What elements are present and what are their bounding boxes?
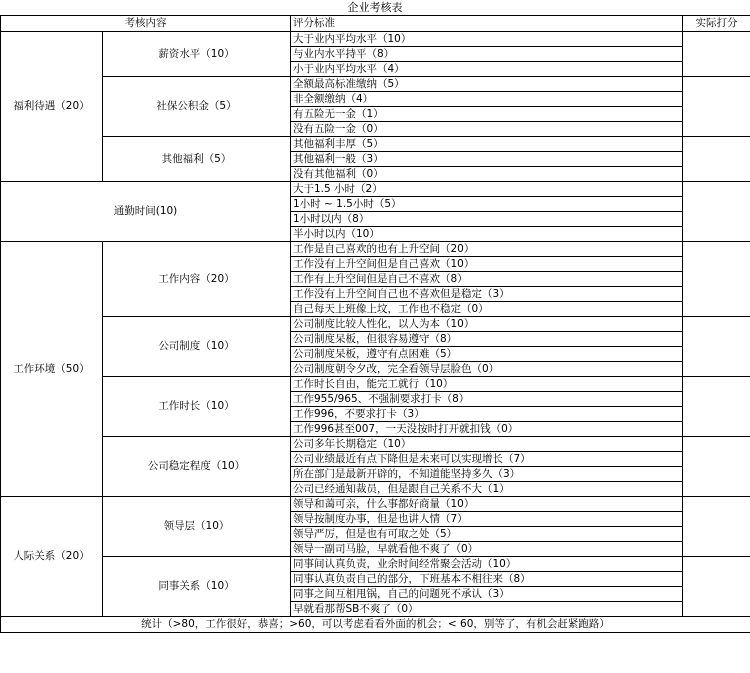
criterion: 同事间认真负责，业余时间经常聚会活动（10） [291, 557, 683, 572]
criterion: 其他福利一般（3） [291, 152, 683, 167]
header-criteria: 评分标准 [291, 16, 683, 32]
criterion: 大于业内平均水平（10） [291, 32, 683, 47]
criterion: 没有五险一金（0） [291, 122, 683, 137]
criterion: 公司制度呆板，遵守有点困难（5） [291, 347, 683, 362]
criterion: 自己每天上班像上坟，工作也不稳定（0） [291, 302, 683, 317]
criterion: 工作是自己喜欢的也有上升空间（20） [291, 242, 683, 257]
category-welfare: 福利待遇（20） [1, 32, 103, 182]
criterion: 领导和蔼可亲，什么事都好商量（10） [291, 497, 683, 512]
score-cell[interactable] [683, 182, 750, 242]
criterion: 公司已经通知裁员，但是跟自己关系不大（1） [291, 482, 683, 497]
criterion: 工作时长自由，能完工就行（10） [291, 377, 683, 392]
subcategory-system: 公司制度（10） [103, 317, 291, 377]
criterion: 公司制度比较人性化，以人为本（10） [291, 317, 683, 332]
criterion: 1小时 ~ 1.5小时（5） [291, 197, 683, 212]
score-cell[interactable] [683, 497, 750, 557]
assessment-table [0, 15, 750, 633]
criterion: 同事认真负责自己的部分，下班基本不相往来（8） [291, 572, 683, 587]
criterion: 领导按制度办事，但是也讲人情（7） [291, 512, 683, 527]
score-cell[interactable] [683, 242, 750, 317]
subcategory-leaders: 领导层（10） [103, 497, 291, 557]
score-cell[interactable] [683, 557, 750, 617]
header-item: 考核内容 [1, 16, 291, 32]
category-workenv: 工作环境（50） [1, 242, 103, 497]
subcategory-content: 工作内容（20） [103, 242, 291, 317]
criterion: 公司制度呆板，但很容易遵守（8） [291, 332, 683, 347]
criterion: 公司制度朝令夕改，完全看领导层脸色（0） [291, 362, 683, 377]
criterion: 工作996甚至007，一天没按时打开就扣钱（0） [291, 422, 683, 437]
subcategory-salary: 薪资水平（10） [103, 32, 291, 77]
criterion: 小于业内平均水平（4） [291, 62, 683, 77]
category-commute: 通勤时间(10) [1, 182, 291, 242]
criterion: 其他福利丰厚（5） [291, 137, 683, 152]
score-cell[interactable] [683, 437, 750, 497]
summary-footer: 统计（>80，工作很好，恭喜；>60，可以考虑看看外面的机会；< 60，别等了，有机会赶紧跑路） [1, 617, 750, 633]
subcategory-stability: 公司稳定程度（10） [103, 437, 291, 497]
subcategory-hours: 工作时长（10） [103, 377, 291, 437]
criterion: 工作有上升空间但是自己不喜欢（8） [291, 272, 683, 287]
subcategory-social: 社保公积金（5） [103, 77, 291, 137]
subcategory-colleagues: 同事关系（10） [103, 557, 291, 617]
criterion: 领导一副司马脸，早就看他不爽了（0） [291, 542, 683, 557]
criterion: 全额最高标准缴纳（5） [291, 77, 683, 92]
score-cell[interactable] [683, 377, 750, 437]
table-title: 企业考核表 [347, 1, 403, 14]
criterion: 工作996，不要求打卡（3） [291, 407, 683, 422]
criterion: 所在部门是最新开辟的，不知道能坚持多久（3） [291, 467, 683, 482]
criterion: 工作没有上升空间但是自己喜欢（10） [291, 257, 683, 272]
criterion: 领导严厉，但是也有可取之处（5） [291, 527, 683, 542]
criterion: 与业内水平持平（8） [291, 47, 683, 62]
criterion: 没有其他福利（0） [291, 167, 683, 182]
score-cell[interactable] [683, 317, 750, 377]
criterion: 1小时以内（8） [291, 212, 683, 227]
score-cell[interactable] [683, 137, 750, 182]
score-cell[interactable] [683, 32, 750, 77]
header-score: 实际打分 [683, 16, 750, 32]
criterion: 半小时以内（10） [291, 227, 683, 242]
criterion: 同事之间互相甩锅，自己的问题死不承认（3） [291, 587, 683, 602]
subcategory-other: 其他福利（5） [103, 137, 291, 182]
criterion: 公司业绩最近有点下降但是未来可以实现增长（7） [291, 452, 683, 467]
criterion: 早就看那帮SB不爽了（0） [291, 602, 683, 617]
criterion: 工作没有上升空间自己也不喜欢但是稳定（3） [291, 287, 683, 302]
criterion: 公司多年长期稳定（10） [291, 437, 683, 452]
criterion: 工作955/965、不强制要求打卡（8） [291, 392, 683, 407]
category-relations: 人际关系（20） [1, 497, 103, 617]
criterion: 有五险无一金（1） [291, 107, 683, 122]
score-cell[interactable] [683, 77, 750, 137]
criterion: 大于1.5 小时（2） [291, 182, 683, 197]
criterion: 非全额缴纳（4） [291, 92, 683, 107]
